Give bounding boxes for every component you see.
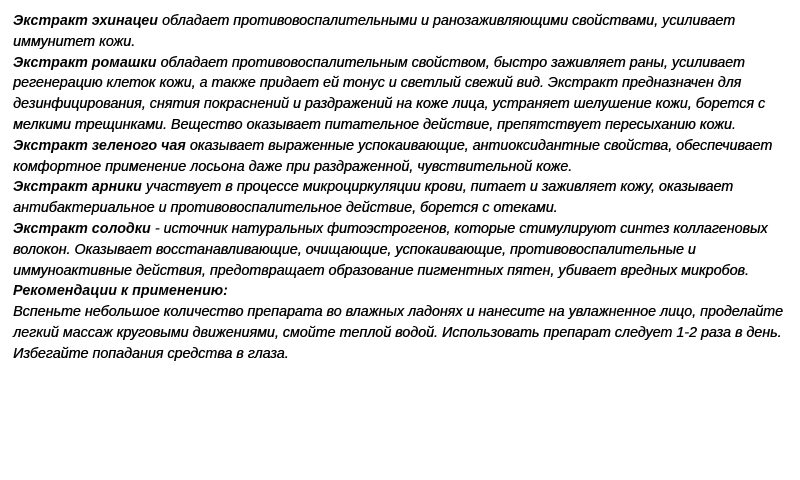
text-green-tea: оказывает выраженные успокаивающие, антиоксидантные свойства, обеспечивает комфортное применение лосьона даже при раздраженной, чувствительной коже. (13, 137, 773, 175)
paragraph-licorice (13, 219, 787, 281)
text-arnica: участвует в процессе микроциркуляции крови, питает и заживляет кожу, оказывает антибактериальное и противовоспалительное действие, борется с отеками. (13, 179, 734, 217)
recommendations-heading (13, 281, 787, 302)
lead-arnica: Экстракт арники (13, 179, 142, 196)
paragraph-arnica (13, 177, 787, 219)
text-chamomile: обладает противовоспалительным свойством, быстро заживляет раны, усиливает регенерацию клеток кожи, а также придает ей тонус и светлый свежий вид. Экстракт предназначен для дезинфицирования, снятия покраснений и раздражений на коже лица, устраняет шелушение кожи, борется с мелкими трещинками. Вещество оказывает питательное действие, препятствует пересыханию кожи. (13, 54, 765, 133)
recommendations-text: Вспеньте небольшое количество препарата во влажных ладонях и нанесите на увлажненное лицо, проделайте легкий массаж круговыми движениями, смойте теплой водой. Использовать препарат следует 1-2 раза в день. Избегайте попадания средства в глаза. (13, 304, 783, 362)
text-echinacea: обладает противовоспалительными и ранозаживляющими свойствами, усиливает иммунитет кожи. (13, 13, 736, 50)
recommendations-heading-text: Рекомендации к применению: (13, 283, 228, 300)
lead-echinacea: Экстракт эхинацеи (13, 13, 158, 29)
paragraph-echinacea (13, 11, 787, 53)
paragraph-green-tea (13, 136, 787, 178)
lead-green-tea: Экстракт зеленого чая (13, 137, 186, 154)
lead-chamomile: Экстракт ромашки (13, 54, 157, 71)
product-description (13, 11, 787, 365)
paragraph-chamomile (13, 53, 787, 136)
text-licorice: - источник натуральных фитоэстрогенов, которые стимулируют синтез коллагеновых волокон. Оказывает восстанавливающие, очищающие, успокаивающие, противовоспалительные и иммуноактивные действия, предотвращает образование пигментных пятен, убивает вредных микробов. (13, 220, 768, 279)
lead-licorice: Экстракт солодки (13, 220, 151, 237)
